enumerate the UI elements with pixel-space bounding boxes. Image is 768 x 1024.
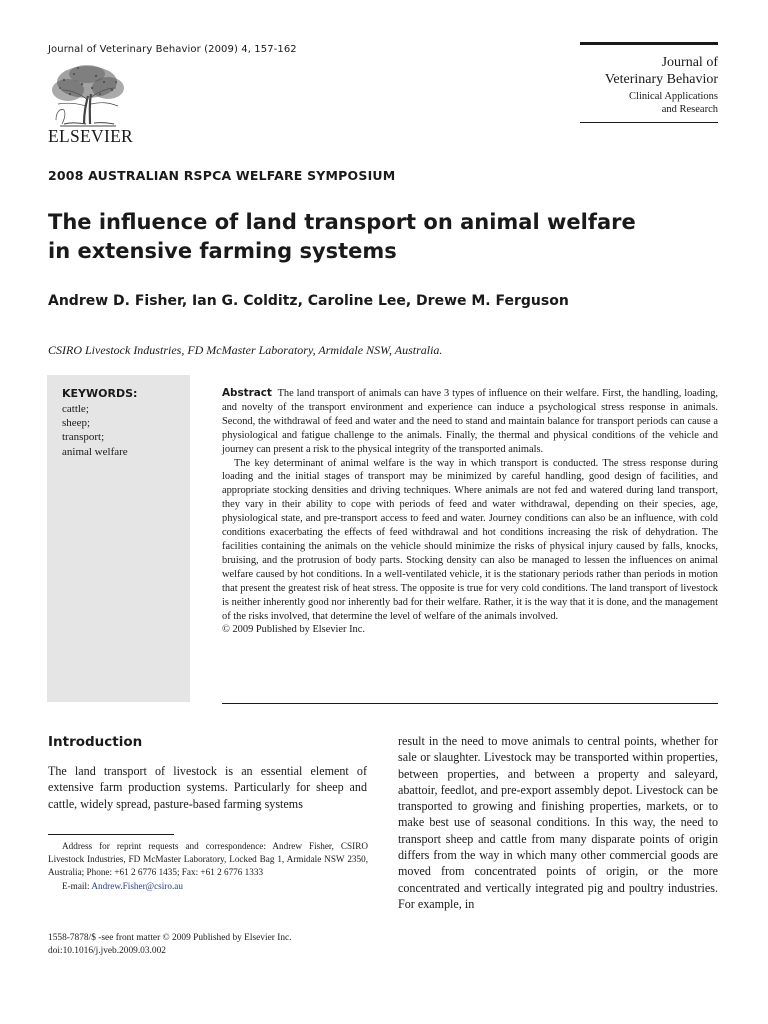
masthead-bottom-rule bbox=[580, 122, 718, 123]
footnote-email-line bbox=[48, 880, 368, 893]
journal-citation: Journal of Veterinary Behavior (2009) 4, 157-162 bbox=[48, 44, 297, 55]
keyword-item: transport; bbox=[62, 431, 105, 444]
abstract bbox=[222, 387, 718, 637]
correspondence-footnote bbox=[48, 840, 368, 893]
article-title bbox=[48, 208, 688, 266]
journal-name-line1: Journal of bbox=[661, 55, 718, 70]
keyword-item: sheep; bbox=[62, 417, 91, 430]
author-list: Andrew D. Fisher, Ian G. Colditz, Caroline Lee, Drewe M. Ferguson bbox=[48, 293, 569, 309]
article-title-line1: The influence of land transport on animal welfare bbox=[48, 210, 636, 234]
footer-doi: doi:10.1016/j.jveb.2009.03.002 bbox=[48, 946, 166, 956]
journal-subtitle-line2: and Research bbox=[661, 104, 718, 115]
abstract-paragraph-2: The key determinant of animal welfare is the way in which transport is conducted. The stress response during loading and the initial stages of transport may be minimized by careful handling, good design of facilities, and appropriate stocking densities and driving techniques. Where animals are not fed and watered during land transport, they vary in their ability to cope with periods of feed and water withdrawal, depending on their species, age, physiological state, and pre-transport access to feed and water. Journey conditions can also be an influence, with cold conditions exacerbating the effects of feed withdrawal and hot conditions increasing the risk of dehydration. The facilities containing the animals on the vehicle should minimize the risks of physical injury caused by falls, knocks, bruising, and the protrusion of body parts. Stocking density can also be managed to lessen the influences on animal welfare caused by hot conditions. In a well-ventilated vehicle, it is the stationary periods rather than periods in motion that present the greatest risk of heat stress. The opposite is true for very cold conditions. The land transport of livestock is neither inherently good nor inherently bad for their welfare. Rather, it is the way that it is done, and the management of the risks involved, that determine the level of welfare of the animals involved. bbox=[222, 457, 718, 622]
footnote-email-label: E-mail: bbox=[62, 880, 90, 891]
introduction-column-1: The land transport of livestock is an essential element of extensive farm production systems. Particularly for sheep and cattle, widely spread, pasture-based farming systems bbox=[48, 764, 367, 811]
keyword-item: cattle; bbox=[62, 403, 89, 415]
author-affiliation: CSIRO Livestock Industries, FD McMaster Laboratory, Armidale NSW, Australia. bbox=[48, 343, 443, 357]
abstract-text-1: The land transport of animals can have 3 types of influence on their welfare. First, the handling, loading, and novelty of the transport environment and experience can induce a psychological stress response in animals. Second, the withdrawal of feed and water and the need to stand and maintain balance for transport periods can cause a physiological and fatigue challenge to the animals. Finally, the thermal and physical conditions of the vehicle and journey can present a risk to the physical integrity of the transported animals. bbox=[222, 388, 718, 455]
abstract-copyright: © 2009 Published by Elsevier Inc. bbox=[222, 624, 365, 636]
abstract-bottom-rule bbox=[222, 703, 718, 704]
abstract-paragraph-1 bbox=[222, 387, 718, 457]
keywords-list bbox=[62, 402, 190, 459]
journal-name-line2: Veterinary Behavior bbox=[604, 72, 718, 87]
footnote-rule bbox=[48, 834, 174, 835]
introduction-heading: Introduction bbox=[48, 734, 143, 750]
footnote-address: Address for reprint requests and correspondence: Andrew Fisher, CSIRO Livestock Industries, FD McMaster Laboratory, Locked Bag 1, Armidale NSW 2350, Australia; Phone: +61 2 6776 1435; Fax: +61 2 6776 1333 bbox=[48, 841, 368, 878]
journal-masthead bbox=[580, 42, 718, 123]
footer-issn-doi bbox=[48, 932, 292, 958]
keywords-heading: KEYWORDS: bbox=[62, 387, 138, 400]
journal-subtitle-line1: Clinical Applications bbox=[629, 91, 718, 102]
article-title-line2: in extensive farming systems bbox=[48, 239, 397, 263]
keywords-box bbox=[47, 375, 190, 702]
masthead-top-rule bbox=[580, 42, 718, 45]
abstract-label: Abstract bbox=[222, 387, 272, 399]
introduction-column-2: result in the need to move animals to central points, whether for sale or slaughter. Livestock may be transported within properties, between properties, and between a property and saleyard, abattoir, feedlot, and pre-export assembly depot. Livestock can be transported to growing and finishing properties, markets, or to make best use of seasonal conditions. In this way, the need to transport sheep and cattle from many disparate points of origin differs from the way in which many other commercial goods are moved from concentrated points of origin, or the more concentrated and vertically integrated pig and poultry industries. For example, in bbox=[398, 734, 718, 911]
keyword-item: animal welfare bbox=[62, 445, 128, 458]
publisher-name: ELSEVIER bbox=[48, 126, 134, 146]
section-label: 2008 AUSTRALIAN RSPCA WELFARE SYMPOSIUM bbox=[48, 168, 396, 183]
footer-issn: 1558-7878/$ -see front matter © 2009 Published by Elsevier Inc. bbox=[48, 933, 292, 943]
author-email-link[interactable]: Andrew.Fisher@csiro.au bbox=[91, 880, 183, 891]
